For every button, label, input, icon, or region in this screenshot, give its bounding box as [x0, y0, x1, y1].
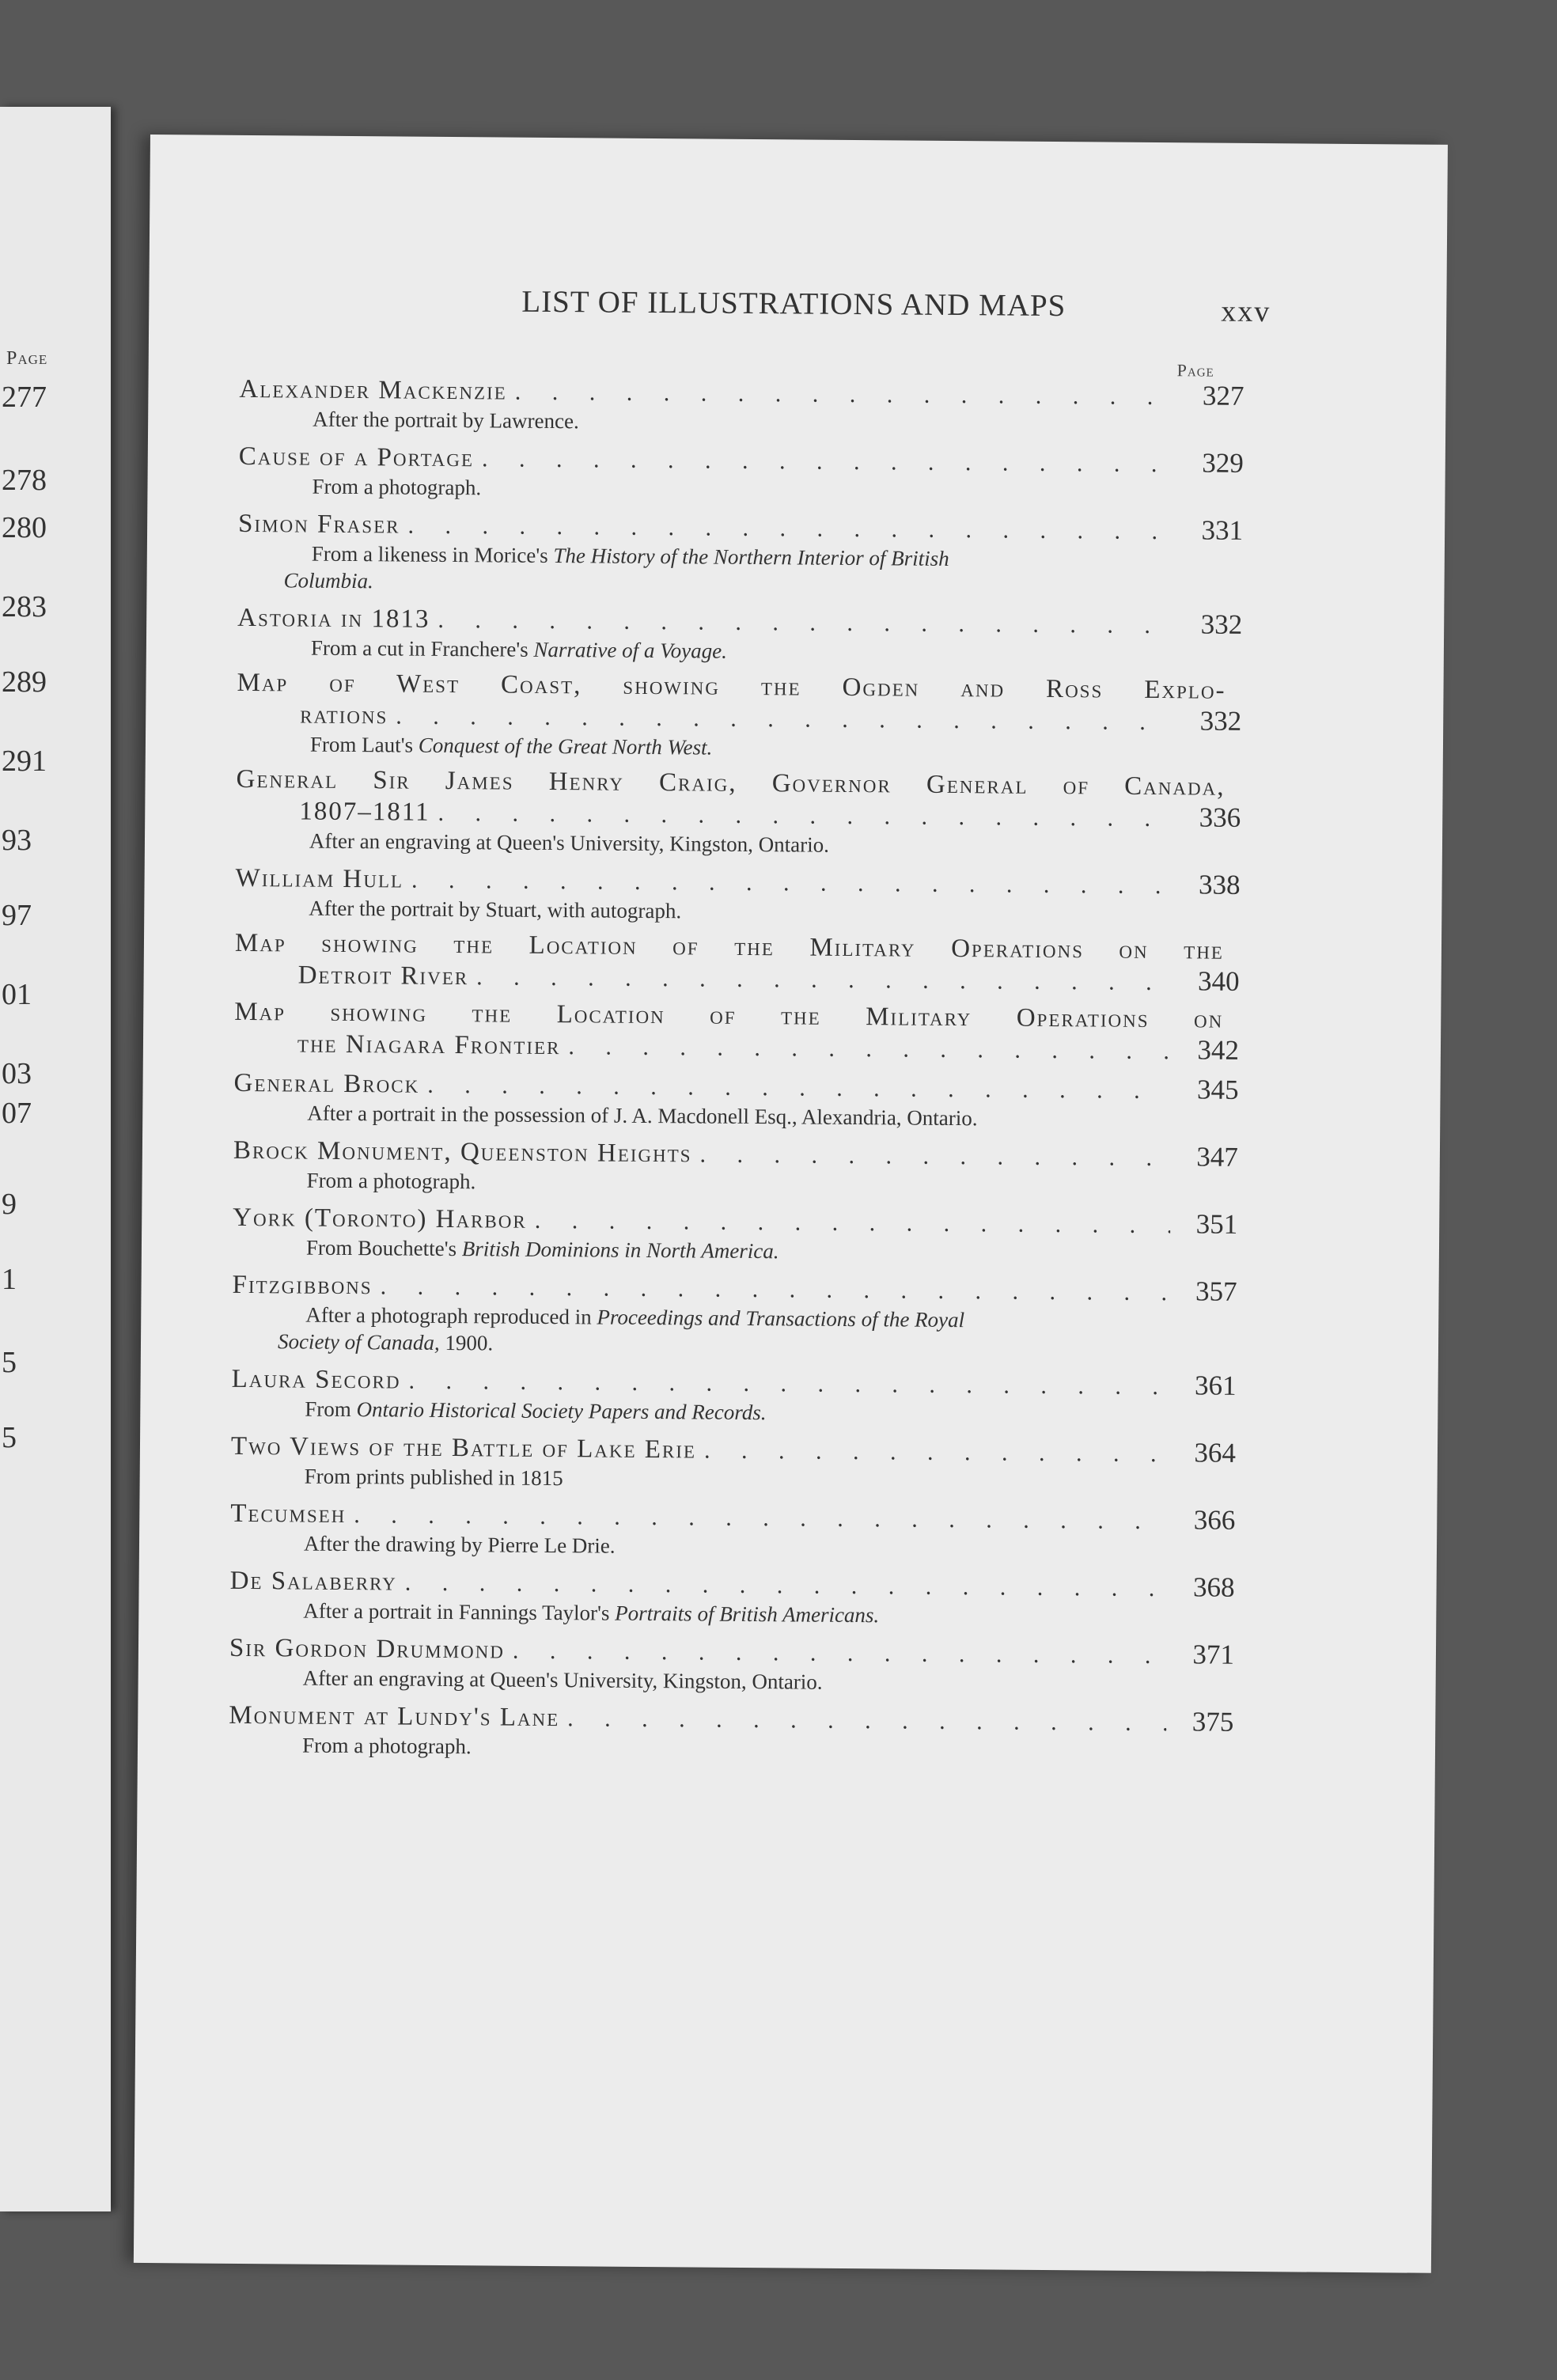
entry-title: William Hull [235, 863, 404, 894]
entry-caption: After the portrait by Lawrence. [313, 407, 579, 434]
dot-leader [476, 964, 1172, 996]
entry-title: Simon Fraser [237, 509, 400, 540]
entry-page: 375 [1191, 1706, 1234, 1738]
dot-leader [408, 1368, 1169, 1401]
list-item [236, 765, 1241, 862]
left-page-number: 9 [2, 1188, 17, 1221]
entry-page: 332 [1199, 705, 1242, 737]
dot-leader [482, 445, 1176, 478]
entry-title: General Sir James Henry Craig, Governor General of Canada, [236, 764, 1226, 802]
list-item [229, 1699, 1234, 1766]
list-item [237, 669, 1242, 765]
entry-caption: After a portrait in the possession of J. A. Macdonell Esq., Alexandria, Ontario. [307, 1101, 978, 1131]
list-item [233, 1067, 1239, 1134]
dot-leader [407, 513, 1176, 546]
entry-caption: After a portrait in Fannings Taylor's Portraits of British Americans. [303, 1598, 880, 1628]
entry-title: Brock Monument, Queenston Heights [233, 1135, 692, 1169]
list-item [239, 373, 1244, 440]
entry-page: 347 [1196, 1141, 1239, 1173]
entry-page: 364 [1194, 1437, 1237, 1469]
left-page-number: 97 [2, 899, 32, 932]
entry-title: Tecumseh [230, 1499, 347, 1529]
entry-page: 366 [1193, 1504, 1236, 1536]
dot-leader [381, 1273, 1170, 1306]
entry-title: De Salaberry [229, 1566, 397, 1597]
entry-caption: After the drawing by Pierre Le Drie. [303, 1531, 616, 1558]
entry-page: 336 [1199, 802, 1241, 833]
page-title: LIST OF ILLUSTRATIONS AND MAPS [521, 284, 1066, 324]
left-page-number: 5 [2, 1421, 17, 1454]
entry-caption: From a photograph. [312, 474, 482, 500]
entry-page: 340 [1197, 965, 1240, 997]
dot-leader [438, 607, 1175, 639]
entry-title: York (Toronto) Harbor [233, 1203, 527, 1234]
entry-title: Two Views of the Battle of Lake Erie [230, 1431, 697, 1465]
dot-leader [567, 1705, 1166, 1737]
left-page [0, 107, 111, 2211]
entry-title-continued: Detroit River [297, 961, 469, 991]
list-item [235, 929, 1241, 998]
entry-caption: From Laut's Conquest of the Great North West. [309, 732, 713, 760]
entry-caption: From a photograph. [306, 1168, 476, 1194]
entry-title: Laura Secord [231, 1364, 401, 1395]
entry-title: Alexander Mackenzie [239, 374, 507, 406]
list-item [233, 1201, 1238, 1268]
entry-caption: From a likeness in Morice's The History of the Northern Interior of British [311, 541, 949, 570]
entry-title: Map showing the Location of the Military Operations on [234, 997, 1224, 1034]
entry-page: 338 [1198, 869, 1241, 900]
entry-page: 327 [1202, 380, 1244, 411]
left-page-number: 1 [2, 1263, 17, 1296]
entry-title-continued: 1807–1811 [299, 797, 430, 827]
left-page-number: 03 [2, 1057, 32, 1090]
entry-title: Map showing the Location of the Military Operations on the [234, 928, 1225, 965]
list-item [237, 601, 1243, 669]
left-page-number: 277 [2, 381, 47, 414]
entry-caption: After the portrait by Stuart, with autograph. [309, 896, 682, 923]
entry-page: 342 [1197, 1034, 1240, 1066]
dot-leader [699, 1141, 1171, 1172]
entry-page: 361 [1194, 1370, 1237, 1401]
list-item [231, 1362, 1237, 1430]
entry-page: 368 [1192, 1571, 1235, 1603]
entry-caption: From a cut in Franchere's Narrative of a Voyage. [310, 635, 728, 663]
entry-page: 329 [1202, 447, 1244, 479]
left-page-number: 280 [2, 511, 47, 544]
entry-caption: From Ontario Historical Society Papers and Records. [305, 1397, 767, 1425]
list-item [234, 998, 1240, 1067]
dot-leader [515, 379, 1177, 411]
entry-caption: From prints published in 1815 [304, 1464, 563, 1491]
list-item [229, 1564, 1235, 1632]
dot-leader [568, 1033, 1172, 1065]
entry-page: 371 [1192, 1639, 1235, 1670]
entry-caption-continued: Society of Canada, 1900. [277, 1329, 494, 1355]
page-number: xxv [1221, 294, 1271, 329]
list-item [233, 1134, 1238, 1201]
left-page-number: 278 [2, 464, 47, 497]
dot-leader [405, 1570, 1168, 1603]
dot-leader [513, 1638, 1167, 1669]
entry-page: 351 [1195, 1208, 1238, 1240]
left-page-number: 283 [2, 590, 47, 623]
left-page-number: 291 [2, 745, 47, 778]
list-item [231, 1430, 1237, 1497]
dot-leader [411, 867, 1173, 900]
list-item [229, 1632, 1235, 1699]
entry-title: Cause of a Portage [238, 442, 475, 473]
dot-leader [438, 800, 1173, 832]
entry-caption: From a photograph. [301, 1733, 472, 1759]
dot-leader [535, 1207, 1171, 1239]
left-page-header: Page [6, 348, 48, 369]
entry-title: Sir Gordon Drummond [229, 1633, 506, 1665]
list-item [235, 862, 1241, 929]
list-item [232, 1268, 1237, 1362]
left-page-number: 93 [2, 824, 32, 857]
page-header [426, 283, 1375, 338]
entry-page: 332 [1200, 608, 1243, 640]
entry-caption: After an engraving at Queen's University, Kingston, Ontario. [309, 828, 830, 857]
entry-title-continued: rations [300, 700, 388, 730]
dot-leader [354, 1502, 1168, 1535]
list-item [237, 507, 1243, 601]
page-column-label: Page [1176, 360, 1214, 381]
entry-page: 345 [1196, 1074, 1239, 1105]
book-page [134, 135, 1448, 2273]
entry-caption: After an engraving at Queen's University, Kingston, Ontario. [302, 1666, 823, 1694]
entry-title: Fitzgibbons [232, 1270, 373, 1301]
dot-leader [704, 1438, 1169, 1469]
entry-caption: After a photograph reproduced in Proceedings and Transactions of the Royal [305, 1302, 965, 1332]
entry-title: Astoria in 1813 [237, 603, 430, 634]
left-page-number: 01 [2, 978, 32, 1011]
entry-page: 331 [1201, 514, 1244, 546]
dot-leader [396, 703, 1174, 736]
entry-page: 357 [1195, 1275, 1237, 1307]
entry-title-continued: the Niagara Frontier [297, 1029, 561, 1061]
entry-title: General Brock [233, 1068, 420, 1099]
left-page-number: 07 [2, 1097, 32, 1130]
list-item [238, 440, 1244, 507]
dot-leader [427, 1072, 1172, 1105]
entry-caption: From Bouchette's British Dominions in North America. [305, 1235, 779, 1264]
list-item [230, 1497, 1236, 1564]
entry-title: Monument at Lundy's Lane [229, 1700, 560, 1733]
left-page-number: 5 [2, 1346, 17, 1379]
illustrations-list [229, 373, 1244, 1774]
entry-title: Map of West Coast, showing the Ogden and Ross Explo- [237, 668, 1226, 705]
left-page-number: 289 [2, 665, 47, 699]
entry-caption-continued: Columbia. [283, 568, 373, 593]
